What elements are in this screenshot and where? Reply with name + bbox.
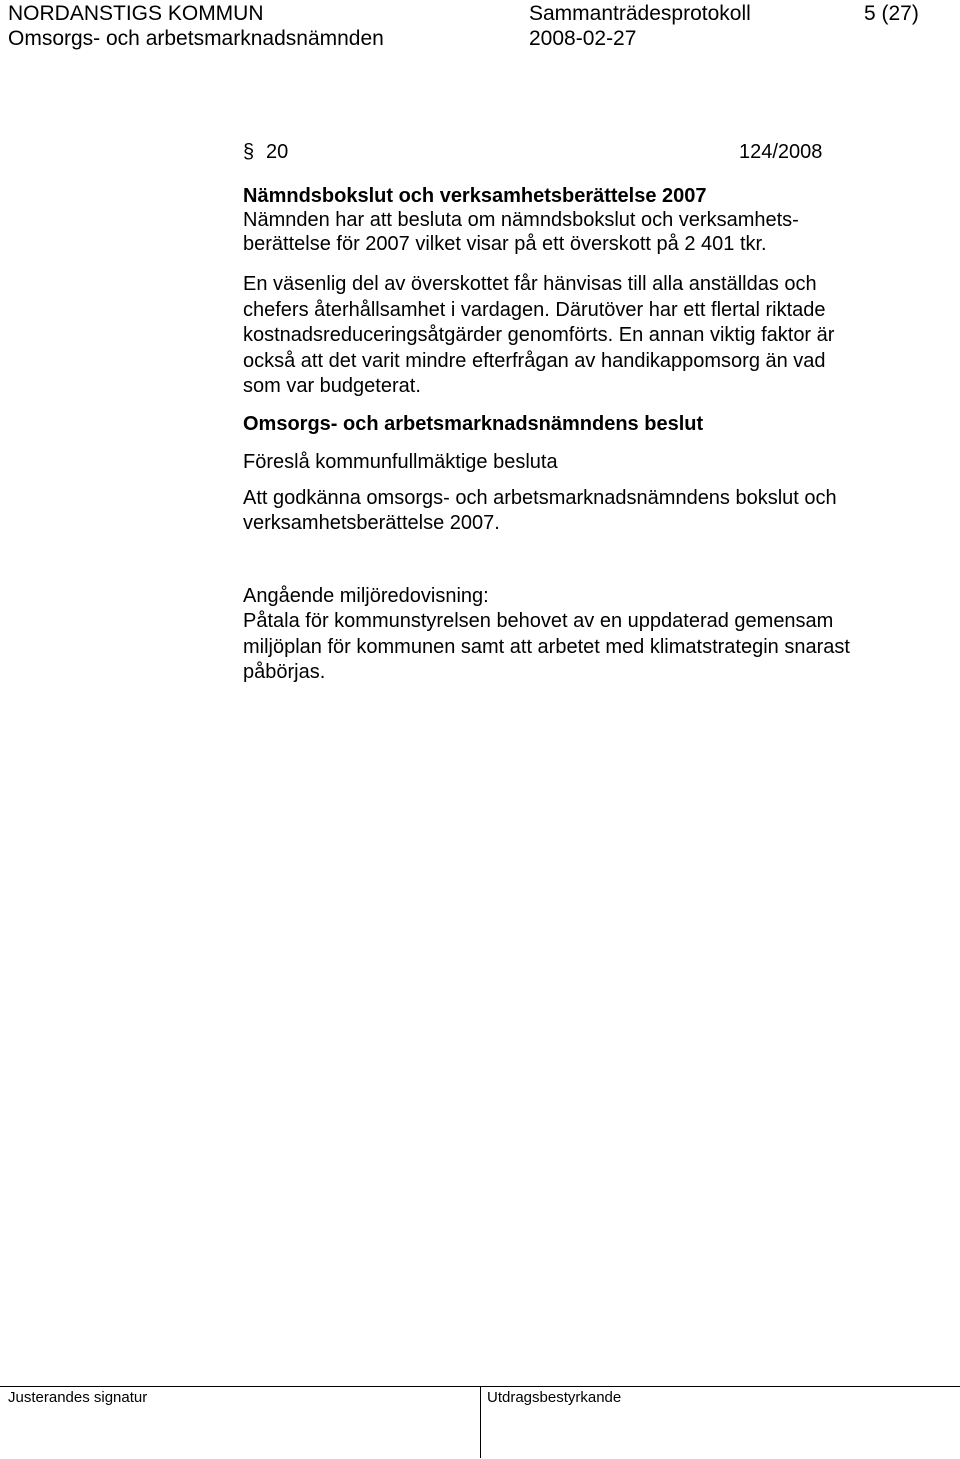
committee-name: Omsorgs- och arbetsmarknadsnämnden <box>8 27 384 50</box>
intro-line: Nämnden har att besluta om nämndsbokslut och verksamhets- <box>243 209 799 231</box>
body-line: kostnadsreduceringsåtgärder genomförts. En annan viktig faktor är <box>243 324 835 346</box>
env-line: miljöplan för kommunen samt att arbetet med klimatstrategin snarast <box>243 636 850 658</box>
body-line: chefers återhållsamhet i vardagen. Därutöver har ett flertal riktade <box>243 299 826 321</box>
section-symbol: § <box>243 141 255 163</box>
approval-line: Att godkänna omsorgs- och arbetsmarknadsnämndens bokslut och <box>243 487 837 509</box>
env-line: påbörjas. <box>243 661 326 683</box>
footer-divider <box>480 1386 481 1458</box>
body-line: som var budgeterat. <box>243 375 421 397</box>
body-line: också att det varit mindre efterfrågan av handikappomsorg än vad <box>243 350 826 372</box>
case-number: 124/2008 <box>739 141 823 163</box>
organization-name: NORDANSTIGS KOMMUN <box>8 2 264 25</box>
section-number: 20 <box>266 141 289 163</box>
env-heading: Angående miljöredovisning: <box>243 585 489 607</box>
proposal-text: Föreslå kommunfullmäktige besluta <box>243 451 558 473</box>
decision-heading: Omsorgs- och arbetsmarknadsnämndens beslut <box>243 413 704 435</box>
approval-line: verksamhetsberättelse 2007. <box>243 512 500 534</box>
body-line: En väsenlig del av överskottet får hänvisas till alla anställdas och <box>243 273 817 295</box>
env-line: Påtala för kommunstyrelsen behovet av en uppdaterad gemensam <box>243 610 834 632</box>
certification-label: Utdragsbestyrkande <box>487 1389 622 1406</box>
document-type: Sammanträdesprotokoll <box>529 2 751 25</box>
section-title: Nämndsbokslut och verksamhetsberättelse 2007 <box>243 185 707 207</box>
intro-line: berättelse för 2007 vilket visar på ett överskott på 2 401 tkr. <box>243 233 767 255</box>
meeting-date: 2008-02-27 <box>529 27 637 50</box>
page-number: 5 (27) <box>864 2 919 25</box>
signature-label: Justerandes signatur <box>8 1389 148 1406</box>
